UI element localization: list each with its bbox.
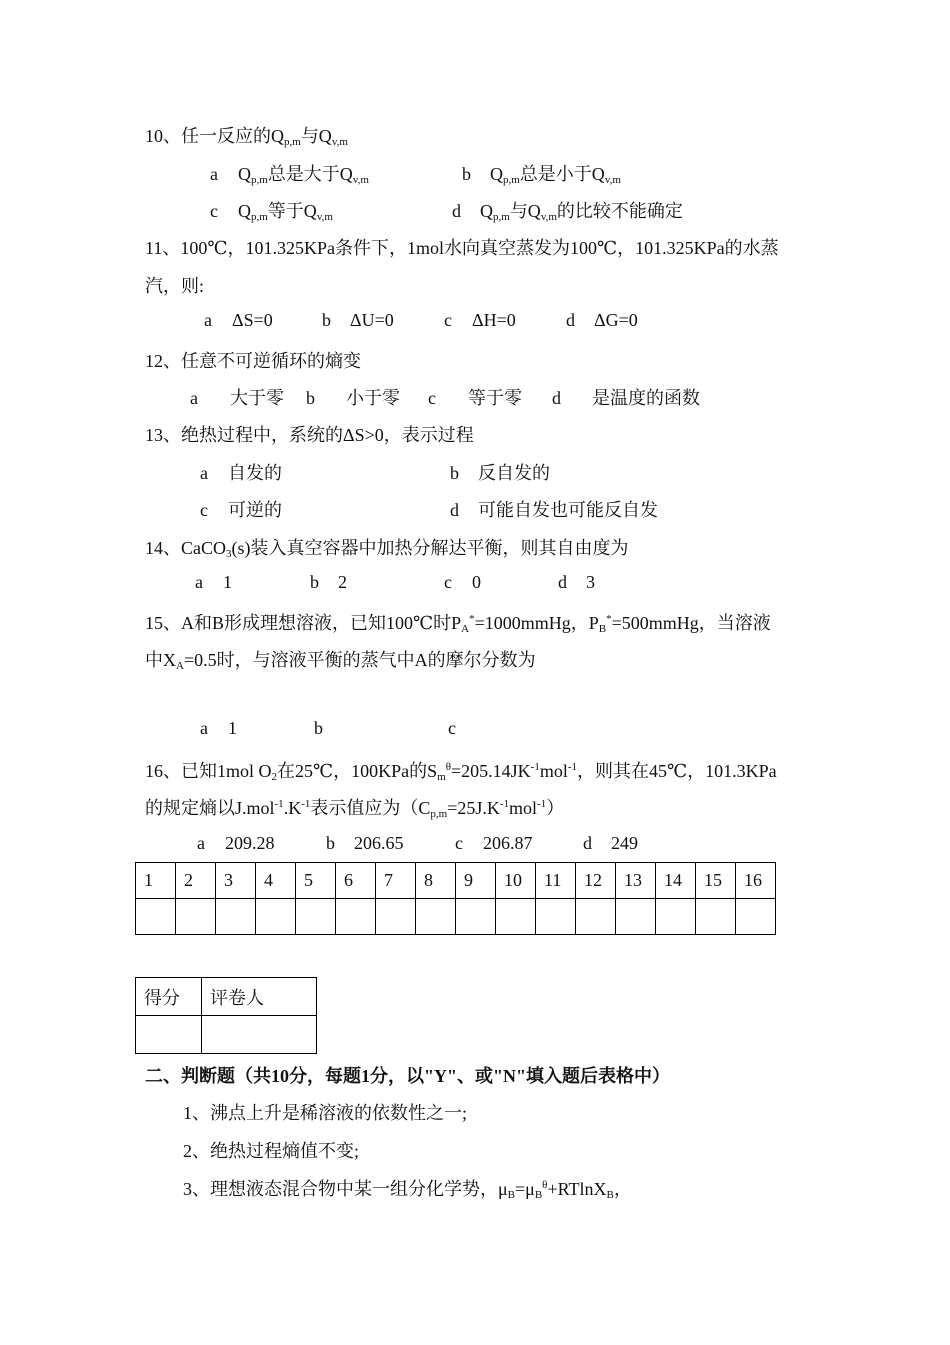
answer-cell[interactable] xyxy=(136,899,176,935)
section-2-title: 二、判断题（共10分，每题1分，以"Y"、或"N"填入题后表格中） xyxy=(145,1066,670,1086)
answer-table xyxy=(135,862,776,935)
answer-cell[interactable] xyxy=(296,899,336,935)
q14-option-b: b 2 xyxy=(310,572,347,592)
q16-option-c: c 206.87 xyxy=(455,833,533,853)
answer-header-cell: 11 xyxy=(536,863,576,899)
q16-option-d: d 249 xyxy=(583,833,638,853)
q12-option-a: a 大于零 xyxy=(190,388,284,408)
answer-cell[interactable] xyxy=(416,899,456,935)
answer-header-cell: 14 xyxy=(656,863,696,899)
question-11-line1: 11、100℃，101.325KPa条件下，1mol水向真空蒸发为100℃，101.325KPa的水蒸 xyxy=(145,238,779,258)
answer-cell[interactable] xyxy=(656,899,696,935)
q14-option-a: a 1 xyxy=(195,572,232,592)
answer-header-cell: 9 xyxy=(456,863,496,899)
q16-option-a: a 209.28 xyxy=(197,833,275,853)
q10-option-b: b $Q_{p,m}$总是小于$Q_{v,m}$ xyxy=(462,164,621,186)
answer-table-input-row xyxy=(136,899,776,935)
score-cell[interactable] xyxy=(136,1016,202,1054)
q11-option-b: b ΔU=0 xyxy=(322,310,394,330)
answer-header-cell: 1 xyxy=(136,863,176,899)
answer-cell[interactable] xyxy=(616,899,656,935)
answer-cell[interactable] xyxy=(496,899,536,935)
answer-header-cell: 10 xyxy=(496,863,536,899)
answer-header-cell: 3 xyxy=(216,863,256,899)
grader-label: 评卷人 xyxy=(202,978,317,1016)
q11-option-a: a ΔS=0 xyxy=(204,310,273,330)
q14-option-c: c 0 xyxy=(444,572,481,592)
answer-table-header-row xyxy=(136,863,776,899)
question-15-line1: 15、A和B形成理想溶液，已知100℃时$P_A^*=1000mmHg$，$P_B^*=500mmHg$，当溶液 xyxy=(145,613,771,635)
judgement-item-2: 2、绝热过程熵值不变; xyxy=(183,1141,360,1161)
answer-cell[interactable] xyxy=(176,899,216,935)
answer-cell[interactable] xyxy=(256,899,296,935)
answer-header-cell: 4 xyxy=(256,863,296,899)
answer-cell[interactable] xyxy=(456,899,496,935)
q15-option-a: a 1 xyxy=(200,718,237,738)
q13-option-b: b 反自发的 xyxy=(450,463,550,483)
q10-option-a: a $Q_{p,m}$总是大于$Q_{v,m}$ xyxy=(210,164,369,186)
answer-header-cell: 16 xyxy=(736,863,776,899)
q14-option-d: d 3 xyxy=(558,572,595,592)
answer-header-cell: 6 xyxy=(336,863,376,899)
q10-option-c: c $Q_{p,m}$等于$Q_{v,m}$ xyxy=(210,201,333,223)
answer-cell[interactable] xyxy=(216,899,256,935)
q15-option-b: b xyxy=(314,718,323,738)
answer-cell[interactable] xyxy=(736,899,776,935)
judgement-item-1: 1、沸点上升是稀溶液的依数性之一; xyxy=(183,1103,467,1123)
score-label: 得分 xyxy=(136,978,202,1016)
answer-header-cell: 7 xyxy=(376,863,416,899)
q12-option-d: d 是温度的函数 xyxy=(552,388,700,408)
question-16-line1: 16、已知1mol $O_2$在25℃，100KPa的$S_m^\theta=205.14JK^{-1}mol^{-1}$，则其在45℃，101.3KPa xyxy=(145,761,777,783)
q10-option-d: d $Q_{p,m}$与$Q_{v,m}$的比较不能确定 xyxy=(452,201,683,223)
q15-option-c: c xyxy=(448,718,456,738)
q12-option-b: b 小于零 xyxy=(306,388,400,408)
answer-cell[interactable] xyxy=(376,899,416,935)
question-13: 13、绝热过程中，系统的ΔS>0，表示过程 xyxy=(145,425,474,445)
answer-header-cell: 12 xyxy=(576,863,616,899)
answer-header-cell: 2 xyxy=(176,863,216,899)
q11-option-d: d ΔG=0 xyxy=(566,310,638,330)
answer-cell[interactable] xyxy=(696,899,736,935)
q13-option-c: c 可逆的 xyxy=(200,500,282,520)
answer-header-cell: 8 xyxy=(416,863,456,899)
answer-cell[interactable] xyxy=(336,899,376,935)
answer-cell[interactable] xyxy=(536,899,576,935)
answer-header-cell: 13 xyxy=(616,863,656,899)
question-15-line2: 中$X_A=0.5$时，与溶液平衡的蒸气中A的摩尔分数为 xyxy=(145,650,536,672)
q13-option-d: d 可能自发也可能反自发 xyxy=(450,500,658,520)
q11-option-c: c ΔH=0 xyxy=(444,310,516,330)
question-11-line2: 汽，则: xyxy=(145,276,205,296)
answer-header-cell: 15 xyxy=(696,863,736,899)
score-table xyxy=(135,977,317,1054)
question-10: 10、任一反应的$Q_{p,m}$与$Q_{v,m}$ xyxy=(145,126,348,148)
q16-option-b: b 206.65 xyxy=(326,833,404,853)
question-16-line2: 的规定熵以$J.mol^{-1}.K^{-1}$表示值应为$(C_{p,m}=25J.K^{-1}mol^{-1})$ xyxy=(145,798,565,820)
q12-option-c: c 等于零 xyxy=(428,388,522,408)
q13-option-a: a 自发的 xyxy=(200,463,282,483)
question-12: 12、任意不可逆循环的熵变 xyxy=(145,351,361,371)
answer-cell[interactable] xyxy=(576,899,616,935)
grader-cell[interactable] xyxy=(202,1016,317,1054)
answer-header-cell: 5 xyxy=(296,863,336,899)
judgement-item-3: 3、理想液态混合物中某一组分化学势，$\mu_B=\mu_B^\theta+RTlnX_B$， xyxy=(183,1179,632,1201)
question-14: 14、CaCO$_3$(s)装入真空容器中加热分解达平衡，则其自由度为 xyxy=(145,538,629,560)
